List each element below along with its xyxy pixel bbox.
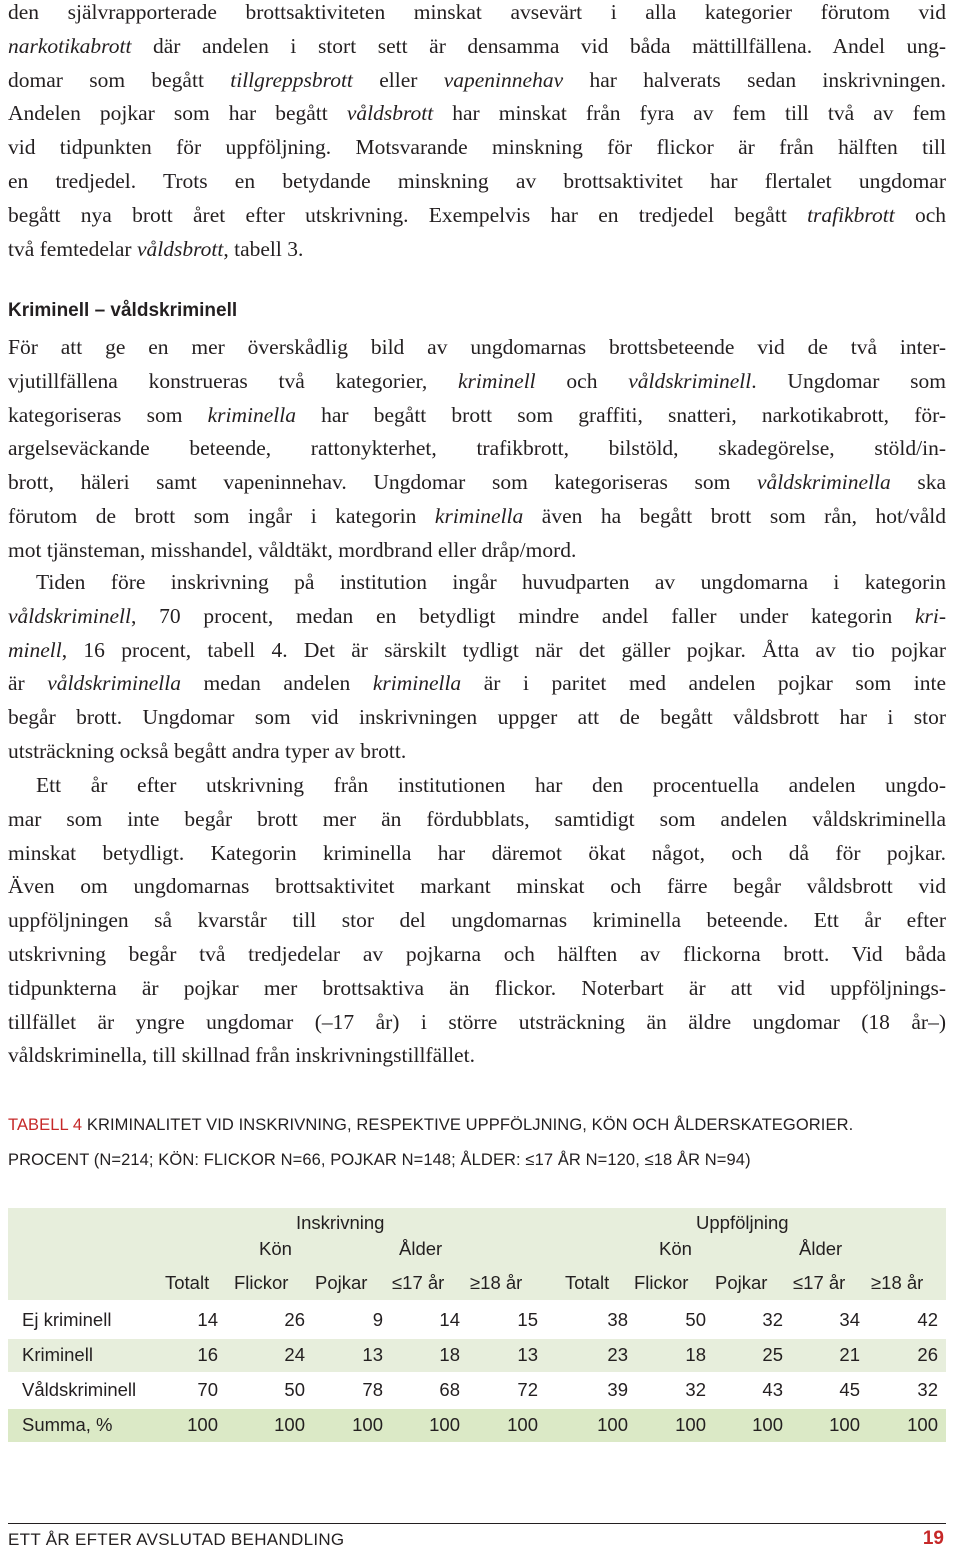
table-cell: 16 (197, 1344, 218, 1365)
text-line: våldskriminella, till skillnad från inskrivningstillfället. (8, 1043, 475, 1068)
emphasis: våldskriminell (628, 368, 752, 393)
table-cell: 13 (517, 1344, 538, 1365)
text-line: uppföljningen så kvarstår till stor del ungdomarnas kriminella beteende. Ett år efter (8, 908, 946, 933)
table-cell: 13 (362, 1344, 383, 1365)
column-header: ≥18 år (470, 1272, 523, 1293)
emphasis: kriminella (207, 402, 296, 427)
text-line: begår brott. Ungdomar som vid inskrivningen uppger att de begått våldsbrott har i stor (8, 705, 946, 730)
text-line: våldskriminell, 70 procent, medan en betydligt mindre andel faller under kategorin kri- (8, 603, 946, 628)
column-header: Flickor (234, 1272, 289, 1293)
text-line: begått nya brott året efter utskrivning. Exempelvis har en tredjedel begått trafikbrott och (8, 202, 946, 227)
text-line: brott, häleri samt vapeninnehav. Ungdomar som kategoriseras som våldskriminella ska (8, 470, 946, 495)
table-cell: 78 (362, 1379, 383, 1400)
table-cell: 100 (274, 1414, 305, 1435)
row-label: Våldskriminell (22, 1379, 137, 1400)
text-line: Andelen pojkar som har begått våldsbrott har minskat från fyra av fem till två av fem (8, 101, 946, 126)
text-line: utsträckning också begått andra typer av brott. (8, 738, 407, 763)
data-table (8, 1208, 946, 1442)
table-cell: 18 (439, 1344, 460, 1365)
text-line: narkotikabrott där andelen i stort sett är densamma vid båda mättillfällena. Andel ung- (8, 33, 946, 58)
table-cell: 100 (352, 1414, 383, 1435)
table-cell: 26 (284, 1309, 305, 1330)
text-line: utskrivning begår två tredjedelar av pojkarna och hälften av flickorna brott. Vid båda (8, 941, 946, 966)
emphasis: kri- (914, 603, 946, 628)
table-row (8, 1372, 946, 1407)
table-cell: 14 (439, 1309, 460, 1330)
group-header-inskrivning: Inskrivning (296, 1212, 385, 1233)
row-label: Summa, % (22, 1414, 113, 1435)
column-header: ≤17 år (793, 1272, 846, 1293)
table-row (8, 1337, 946, 1372)
text-line: kategoriseras som kriminella har begått brott som graffiti, snatteri, narkotikabrott, för- (8, 402, 946, 427)
text-line: en tredjedel. Trots en betydande minskning av brottsaktivitet har flertalet ungdomar (8, 168, 946, 193)
text-line: vid tidpunkten för uppföljning. Motsvarande minskning för flickor är från hälften till (8, 135, 946, 160)
text-line: den självrapporterade brottsaktiviteten minskat avsevärt i alla kategorier förutom vid (8, 0, 946, 24)
table-cell: 100 (597, 1414, 628, 1435)
row-label: Ej kriminell (22, 1309, 112, 1330)
column-header: Pojkar (315, 1272, 368, 1293)
page-footer (8, 1523, 946, 1549)
table-caption (8, 1108, 958, 1178)
paragraph-intake (8, 566, 946, 769)
table-header (8, 1208, 946, 1300)
text-line: För att ge en mer överskådlig bild av ungdomarnas brottsbeteende vid de två inter- (8, 335, 946, 359)
text-line: förutom de brott som ingår i kategorin kriminella även ha begått brott som rån, hot/våld (8, 503, 946, 528)
emphasis: trafikbrott (807, 202, 895, 227)
table-cell: 42 (917, 1309, 938, 1330)
table-cell: 18 (685, 1344, 706, 1365)
table-caption-title: KRIMINALITET VID INSKRIVNING, RESPEKTIVE UPPFÖLJNING, KÖN OCH ÅLDERSKATEGORIER. (82, 1116, 854, 1134)
text-line: minskat betydligt. Kategorin kriminella har däremot ökat något, och då för pojkar. (8, 840, 946, 865)
table-cell: 32 (685, 1379, 706, 1400)
table-cell: 50 (685, 1309, 706, 1330)
text-line: minell, 16 procent, tabell 4. Det är särskilt tydligt när det gäller pojkar. Åtta av tio pojkar (8, 637, 946, 662)
text-line: Tiden före inskrivning på institution ingår huvudparten av ungdomarna i kategorin (36, 570, 946, 594)
table-cell: 21 (839, 1344, 860, 1365)
column-header: Totalt (165, 1272, 210, 1293)
table-cell: 25 (762, 1344, 783, 1365)
column-header: Pojkar (715, 1272, 768, 1293)
table-cell: 23 (607, 1344, 628, 1365)
table-caption-subtitle: PROCENT (N=214; KÖN: FLICKOR N=66, POJKAR N=148; ÅLDER: ≤17 ÅR N=120, ≤18 ÅR N=94) (8, 1151, 751, 1169)
subheader-alder-2: Ålder (799, 1238, 843, 1259)
table-cell: 100 (187, 1414, 218, 1435)
table-cell: 32 (917, 1379, 938, 1400)
row-label: Kriminell (22, 1344, 93, 1365)
table-cell: 34 (839, 1309, 860, 1330)
table-cell: 100 (675, 1414, 706, 1435)
text-line: tillfället är yngre ungdomar (–17 år) i större utsträckning än äldre ungdomar (18 år–) (8, 1009, 946, 1034)
table-cell: 100 (507, 1414, 538, 1435)
paragraph-definitions (8, 331, 946, 568)
column-header: ≤17 år (392, 1272, 445, 1293)
table-row (8, 1407, 946, 1442)
emphasis: kriminella (372, 671, 462, 696)
table-cell: 68 (439, 1379, 460, 1400)
text-line: är våldskriminella medan andelen kriminella är i paritet med andelen pojkar som inte (8, 671, 946, 696)
table-cell: 100 (429, 1414, 460, 1435)
text-line: vjutillfällena konstrueras två kategorier, kriminell och våldskriminell. Ungdomar som (8, 368, 946, 393)
table-cell: 72 (517, 1379, 538, 1400)
text-line: domar som begått tillgreppsbrott eller vapeninnehav har halverats sedan inskrivningen. (8, 67, 946, 92)
column-header: ≥18 år (871, 1272, 924, 1293)
text-line: Även om ungdomarnas brottsaktivitet markant minskat och färre begår våldsbrott vid (8, 874, 946, 899)
column-header: Flickor (634, 1272, 689, 1293)
emphasis: våldskriminell (8, 603, 132, 628)
text-line: mar som inte begår brott mer än fördubblats, samtidigt som andelen våldskriminella (8, 806, 946, 831)
emphasis: vapeninnehav (443, 67, 564, 92)
emphasis: kriminell (458, 368, 536, 393)
table-cell: 15 (517, 1309, 538, 1330)
table-cell: 38 (607, 1309, 628, 1330)
intro-paragraph (8, 0, 946, 266)
group-header-uppfoljning: Uppföljning (696, 1212, 789, 1233)
subheader-kon-1: Kön (259, 1238, 292, 1259)
table-caption-label: TABELL 4 (8, 1116, 83, 1134)
table-cell: 32 (762, 1309, 783, 1330)
emphasis: våldsbrott (346, 101, 434, 126)
text-line: två femtedelar våldsbrott, tabell 3. (8, 236, 304, 261)
text-line: Ett år efter utskrivning från institutionen har den procentuella andelen ungdo- (36, 773, 946, 797)
table-body (8, 1302, 946, 1442)
text-line: argelseväckande beteende, rattonykterhet, trafikbrott, bilstöld, skadegörelse, stöld/in- (8, 436, 946, 461)
table-cell: 24 (284, 1344, 305, 1365)
subheader-kon-2: Kön (659, 1238, 692, 1259)
table-cell: 100 (907, 1414, 938, 1435)
table-cell: 100 (829, 1414, 860, 1435)
footer-title: ETT ÅR EFTER AVSLUTAD BEHANDLING (8, 1530, 345, 1549)
table-row (8, 1302, 946, 1337)
table-cell: 39 (607, 1379, 628, 1400)
emphasis: narkotikabrott (8, 33, 132, 58)
emphasis: våldsbrott (136, 236, 224, 261)
table-cell: 70 (197, 1379, 218, 1400)
table-cell: 50 (284, 1379, 305, 1400)
table-cell: 9 (372, 1309, 383, 1330)
emphasis: kriminella (434, 503, 524, 528)
page-number: 19 (922, 1528, 944, 1549)
table-cell: 100 (752, 1414, 783, 1435)
text-line: mot tjänsteman, misshandel, våldtäkt, mordbrand eller dråp/mord. (8, 537, 577, 562)
emphasis: våldskriminella (756, 470, 891, 495)
emphasis: minell (8, 637, 62, 662)
paragraph-followup (8, 769, 946, 1073)
emphasis: tillgreppsbrott (230, 67, 353, 92)
table-cell: 26 (917, 1344, 938, 1365)
column-header: Totalt (565, 1272, 610, 1293)
table-cell: 14 (197, 1309, 218, 1330)
text-line: tidpunkterna är pojkar mer brottsaktiva än flickor. Noterbart är att vid uppföljnings- (8, 975, 946, 1000)
emphasis: våldskriminella (47, 671, 182, 696)
section-heading: Kriminell – våldskriminell (8, 300, 238, 321)
subheader-alder-1: Ålder (399, 1238, 443, 1259)
table-cell: 43 (762, 1379, 783, 1400)
table-cell: 45 (839, 1379, 860, 1400)
